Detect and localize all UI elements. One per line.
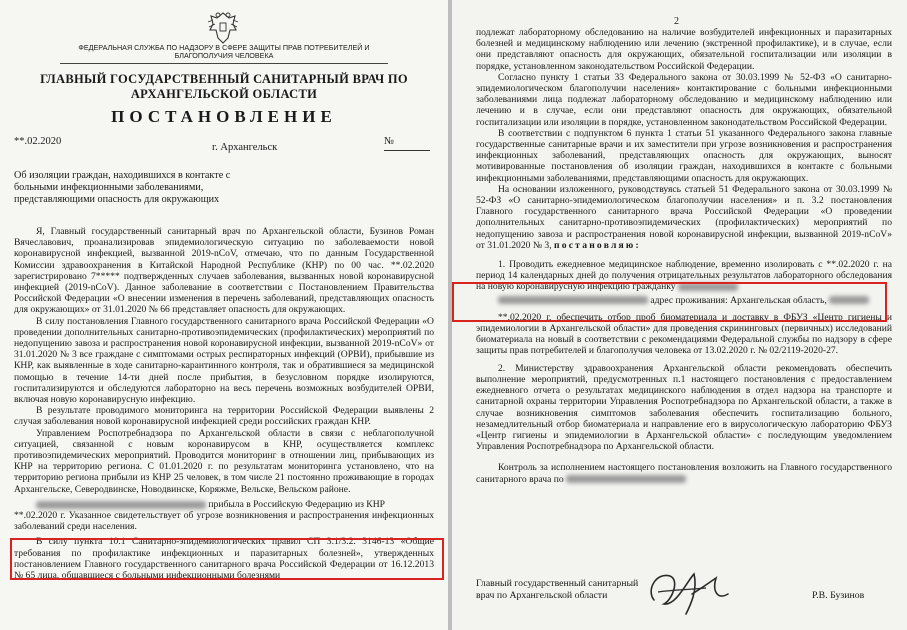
paragraph: Я, Главный государственный санитарный врач по Архангельской области, Бузинов Роман Вячеславович, проанализировав эпидемиологическую ситуацию по заболеваемости новой коронавирусной инфекцией, вызванной 2019-nCoV, отмечаю, что по данным Государственной Комиссии здравоохранения в Китайской Народной Республике (КНР) по 00 час. **.02.2020 зарегистрировано 7***** подтвержденных случаев заболевания, вызванных новой коронавирусной инфекцией (2019-nCoV). Данное заболевание в соответствии с Постановлением Правительства Российской Федерации «О внесении изменения в перечень заболеваний, представляющих опасность для окружающих» от 31.01.2020 № 66 представляет опасность для окружающих.	[14, 226, 434, 316]
redacted-text	[36, 501, 206, 509]
resolution-word: постановляю:	[554, 239, 641, 251]
paragraph: **.02.2020 г. обеспечить отбор проб биоматериала и доставку в ФБУЗ «Центр гигиены и эпидемиологии в Архангельской области» для проведения скрининговых (первичных) исследований биоматериала на новый в соответствии с рекомендациями Федеральной службы по надзору в сфере защиты прав потребителей и благополучия человека от 13.02.2020 г. № 02/2119-2020-27.	[476, 311, 892, 357]
paragraph: Управлением Роспотребнадзора по Архангельской области в связи с неблагополучной ситуацией, связанной с новым коронавирусом в КНР, осуществляется комплекс противоэпидемических мероприятий. Проводится мониторинг в отношении лиц, прибывающих из КНР на территорию региона. С 01.01.2020 г. по результатам мониторинга установлено, что на территорию региона прибыли из КНР 25 человек, в том числе 21 постоянно проживающие в городах Архангельске, Северодвинске, Новодвинске, Коряжме, Вельске, Вельском районе.	[14, 427, 434, 495]
paragraph-text: Контроль за исполнением настоящего постановления возложить на Главного государственного санитарного врача по	[476, 462, 892, 485]
page-2	[452, 0, 907, 630]
paragraph: В силу постановления Главного государственного санитарного врача Российской Федерации «О проведении дополнительных санитарно-противоэпидемических (профилактических) мероприятий по недопущению завоза и распространения новой коронавирусной инфекции, вызванной 2019-nCoV» от 31.01.2020 № 3 все граждане с симптомами острых респираторных инфекций (ОРВИ), прибывшие из КНР, как выявленные в ходе санитарно-карантинного контроля, так и обратившиеся за медицинской помощью в течение 14-ти дней после прибытия, в безусловном порядке изолируются, госпитализируются и обследуются лабораторно на весь перечень возможных возбудителей ОРВИ, включая новую коронавирусную инфекцию.	[14, 315, 434, 406]
red-highlight-box	[10, 538, 444, 580]
document-number-underline	[384, 150, 430, 151]
coat-of-arms-emblem	[207, 10, 239, 46]
document-type-title: ПОСТАНОВЛЕНИЕ	[111, 107, 337, 126]
organization-name: ФЕДЕРАЛЬНАЯ СЛУЖБА ПО НАДЗОРУ В СФЕРЕ ЗАЩИТЫ ПРАВ ПОТРЕБИТЕЛЕЙ И БЛАГОПОЛУЧИЯ ЧЕЛОВЕКА	[60, 44, 388, 64]
signatory-name: Р.В. Бузинов	[812, 590, 865, 601]
red-highlight-box	[452, 282, 887, 322]
document-number-label: №	[384, 136, 395, 147]
paragraph: В результате проводимого мониторинга на территории Российской Федерации выявлены 2 случая заболевания новой коронавирусной инфекцией среди российских граждан КНР.	[14, 405, 434, 428]
paragraph: В соответствии с подпунктом 6 пункта 1 статьи 51 указанного Федерального закона главные государственные санитарные врачи и их заместители при угрозе возникновения и распространения инфекционных заболеваний, представляющих опасность для окружающих, выносят мотивированные постановления об изоляции граждан, находившихся в контакте с больными инфекционными заболеваниями, представляющими опасность для окружающих.	[476, 127, 892, 184]
right-page-body	[476, 27, 892, 485]
signature-title: Главный государственный санитарный врач по Архангельской области	[476, 578, 639, 601]
highlighted-continuation: **.02.2020 г. Указанное свидетельствует об угрозе возникновения и распространения инфекционных заболеваний среди населения.	[14, 510, 434, 533]
redacted-text	[566, 475, 686, 483]
document-city: г. Архангельск	[212, 142, 278, 153]
paragraph-text: На основании изложенного, руководствуясь статьей 51 Федерального закона от 30.03.1999 № 52-ФЗ «О санитарно-эпидемиологическом благополучии населения» и п. 3.2 постановления Главного государственного санитарного врача Российской Федерации «О проведении дополнительных санитарно-противоэпидемических (профилактических) мероприятий по недопущению завоза и распространения новой коронавирусной инфекции, вызванной 2019-nCoV» от 31.01.2020 № 3,	[476, 183, 892, 251]
handwritten-signature	[636, 560, 744, 620]
paragraph: 2. Министерству здравоохранения Архангельской области рекомендовать обеспечить выполнение мероприятий, предусмотренных п.1 настоящего постановления с предоставлением ежедневного отчета о результатах медицинского наблюдения в отдел надзора на транспорте и санитарной охраны территории Управления Роспотребнадзора по Архангельской области, а также в случае возникновения симптомов заболевания обеспечить госпитализацию больного, незамедлительный отбор биоматериала и направление его в вирусологическую лабораторию ФБУЗ «Центр гигиены и эпидемиологии в Архангельской области» с последующим уведомлением Управления Роспотребнадзора по Архангельской области.	[476, 362, 892, 453]
highlighted-paragraph	[14, 499, 434, 510]
left-page-body	[14, 226, 434, 581]
issuer-heading: ГЛАВНЫЙ ГОСУДАРСТВЕННЫЙ САНИТАРНЫЙ ВРАЧ ПО АРХАНГЕЛЬСКОЙ ОБЛАСТИ	[40, 72, 408, 101]
paragraph: В силу пункта 10.1 Санитарно-эпидемиологических правил СП 3.1/3.2. 3146-13 «Общие требования по профилактике инфекционных и паразитарных болезней», утвержденных постановлением Главного государственного санитарного врача Российской Федерации от 16.12.2013 № 65 лица, общавшиеся с больными инфекционными болезнями	[14, 536, 434, 582]
paragraph	[476, 462, 892, 484]
paragraph	[476, 184, 892, 251]
highlighted-text-a: прибыла в Российскую Федерацию из КНР	[208, 498, 385, 510]
document-date: **.02.2020	[14, 136, 62, 147]
highlighted-text-c: 1. Проводить ежедневное медицинское наблюдение, временно изолировать с **.02.2020 г. на период 14 календарных дней до получения отрицательных результатов лабораторного обследования на новую коронавирусную инфекцию гражданку	[476, 259, 892, 293]
paragraph: подлежат лабораторному обследованию на наличие возбудителей инфекционных и паразитарных болезней и медицинскому наблюдению или лечению (экстренной профилактике), и в случае, если они представляют опасность для окружающих, обязательной госпитализации или изоляции в порядке, установленном законодательством Российской Федерации.	[476, 27, 892, 72]
page-1	[0, 0, 448, 630]
page-number: 2	[674, 16, 679, 27]
document-subject: Об изоляции граждан, находившихся в контакте с больными инфекционными заболеваниями, представляющими опасность для окружающих	[14, 170, 231, 205]
address-text: адрес проживания: Архангельская область,	[650, 294, 827, 306]
paragraph: Согласно пункту 1 статьи 33 Федерального закона от 30.03.1999 № 52-ФЗ «О санитарно-эпидемиологическом благополучии населения» контактирование с больными инфекционными заболеваниями лица подлежат лабораторному обследованию и медицинскому наблюдению или лечению и в случае, если они представляют опасность для окружающих, обязательной госпитализации или изоляции в порядке, установленном законодательством Российской Федерации.	[476, 71, 892, 128]
